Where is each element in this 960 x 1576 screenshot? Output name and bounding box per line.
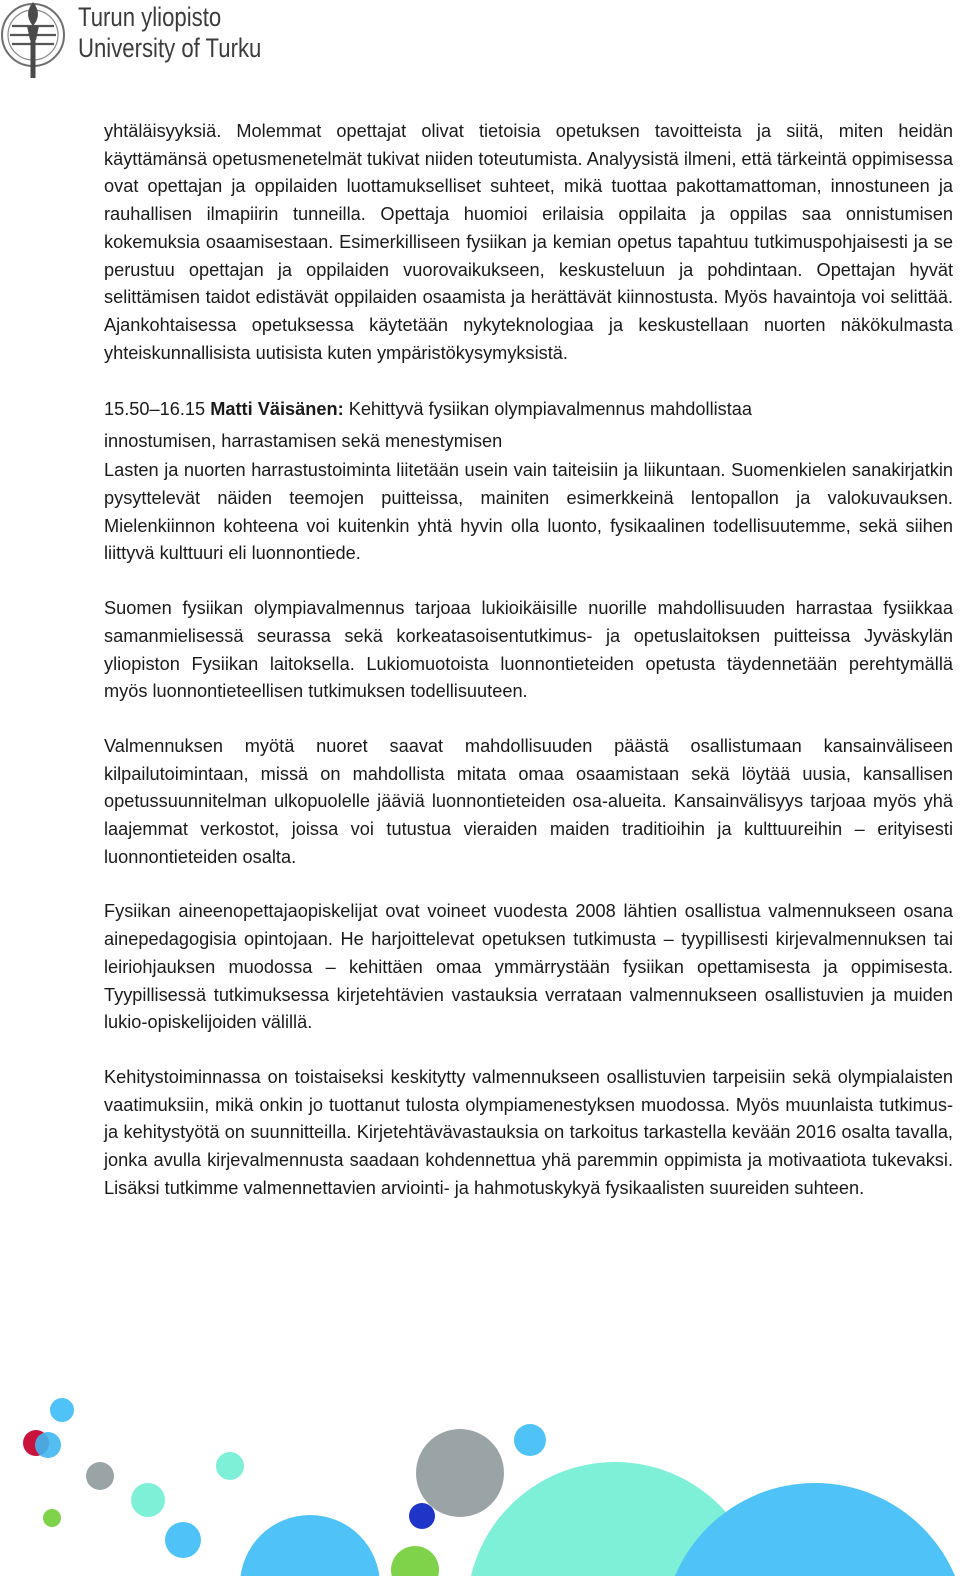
logo-line-finnish: Turun yliopisto [78, 2, 222, 32]
paragraph-kansainvalisyys: Valmennuksen myötä nuoret saavat mahdollisuuden päästä osallistumaan kansainväliseen kilpailutoimintaan, missä on mahdollista mitata omaa osaamistaan sekä löytää uusia, kansallisen opetussuunnitelman ulkopuolelle jääviä luonnontieteiden osa-alueita. Kansainvälisyys tarjoaa myös yhä laajemmat verkostot, joissa voi tutustua vieraiden maiden traditioihin ja kulttuureihin – erityisesti luonnontieteiden osalta. [104, 735, 953, 867]
intro-paragraph: yhtäläisyyksiä. Molemmat opettajat olivat tietoisia opetuksen tavoitteista ja siitä, miten heidän käyttämänsä opetusmenetelmät tukivat niiden toteutumista. Analyysistä ilmeni, että tärkeintä oppimisessa ovat opettajan ja oppilaiden luottamukselliset suhteet, mikä tuottaa pakottamattoman, innostuneen ja rauhallisen ilmapiirin tunneilla. Opettaja huomioi erilaisia oppilaita ja oppilas saa onnistumisen kokemuksia osaamisestaan. Esimerkilliseen fysiikan ja kemian opetus tapahtuu tutkimuspohjaisesti ja se perustuu opettajan ja oppilaiden vuorovaikukseen, keskusteluun ja pohdintaan. Opettajan hyvät selittämisen taidot edistävät oppilaiden osaamista ja herättävät kiinnostusta. Myös havaintoja voi selittää. Ajankohtaisessa opetuksessa käytetään nykyteknologiaa ja keskustellaan nuorten näkökulmasta yhteiskunnallisista uutisista kuten ympäristökysymyksistä. [104, 121, 953, 363]
session-title-line1: Kehittyvä fysiikan olympiavalmennus mahdollistaa [348, 399, 753, 420]
page-header [0, 0, 400, 84]
university-torch-emblem-icon [0, 0, 66, 80]
decor-circle [50, 1398, 74, 1422]
decor-circle [216, 1452, 244, 1480]
university-logo-text [78, 2, 302, 64]
decor-circle [240, 1515, 380, 1576]
decor-circle [416, 1429, 504, 1517]
session-time: 15.50–16.15 [104, 399, 206, 420]
decor-circle [165, 1522, 201, 1558]
decor-circle [131, 1483, 165, 1517]
session-heading [104, 394, 953, 457]
paragraph-olympiavalmennus: Suomen fysiikan olympiavalmennus tarjoaa lukioikäisille nuorille mahdollisuuden harrastaa fysiikkaa samanmielisessä seurassa sekä korkeatasoisentutkimus- ja opetuslaitoksen puitteissa Jyväskylän yliopiston Fysiikan laitoksella. Lukiomuotoista luonnontieteiden opetusta täydennetään perehtymällä myös luonnontieteellisen tutkimuksen todellisuuteen. [104, 598, 953, 702]
decor-circle [43, 1509, 61, 1527]
decor-circle [409, 1503, 435, 1529]
paragraph-kehitystoiminta: Kehitystoiminnassa on toistaiseksi keskitytty valmennukseen osallistuvien tarpeisiin sekä olympialaisten vaatimuksiin, mikä onkin jo tuottanut tulosta olympiamenestyksen muodossa. Myös muunlaista tutkimus- ja kehitystyötä on suunnitteilla. Kirjetehtävävastauksia on tarkoitus tarkastella kevään 2016 osalta tavalla, jonka avulla kirjevalmennusta saadaan kohdennettua yhä paremmin oppimista ja motivaatiota tukevaksi. Lisäksi tutkimme valmennettavien arviointi- ja hahmotuskykyä fysikaalisten suureiden suhteen. [104, 1066, 953, 1198]
decor-circle [391, 1546, 439, 1576]
paragraph-aineenopettajat: Fysiikan aineenopettajaopiskelijat ovat voineet vuodesta 2008 lähtien osallistua valmennukseen osana ainepedagogisia opintojaan. He harjoittelevat opetuksen tutkimusta – tyypillisesti kirjevalmennuksen tai leiriohjauksen muodossa – kehittäen omaa ymmärrystään fysiikan opettamisesta ja oppimisesta. Tyypillisessä tutkimuksessa kirjetehtävien vastauksia verrataan valmennukseen osallistuvien ja muiden lukio-opiskelijoiden välillä. [104, 901, 953, 1033]
session-title-line2: innostumisen, harrastamisen sekä menestymisen [104, 430, 503, 451]
decor-circle [35, 1432, 61, 1458]
decor-circle [86, 1462, 114, 1490]
decor-circle [514, 1424, 546, 1456]
decorative-circles-footer [0, 1380, 960, 1576]
paragraph-harrastustoiminta: Lasten ja nuorten harrastustoiminta liitetään usein vain taiteisiin ja liikuntaan. Suomenkielen sanakirjatkin pysyttelevät näiden teemojen puitteissa, mainiten esimerkkeinä lentopallon ja valokuvauksen. Mielenkiinnon kohteena voi kuitenkin yhtä hyvin olla luonto, fysikaalinen todellisuutemme, sekä siihen liittyvä kulttuuri eli luonnontiede. [104, 460, 953, 564]
document-body [104, 118, 953, 1203]
logo-line-english: University of Turku [78, 33, 262, 63]
session-speaker: Matti Väisänen: [210, 399, 344, 420]
